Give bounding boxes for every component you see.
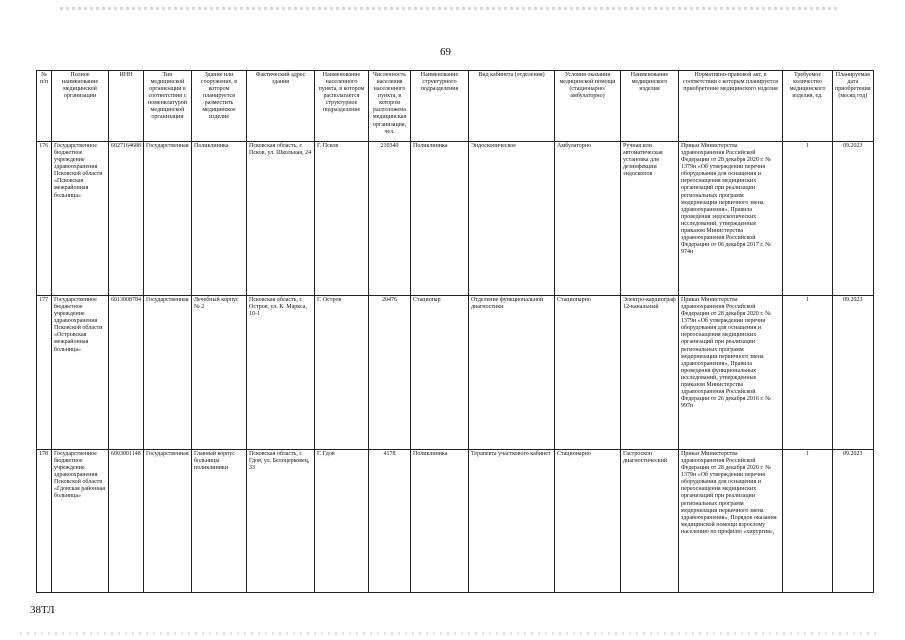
care-conditions: Стационарно — [555, 296, 621, 450]
header-cell: Полное наименование медицинской организации — [52, 71, 109, 142]
row-number: 177 — [37, 296, 52, 450]
legal-act: Приказ Министерства здравоохранения Российской Федерации от 28 декабря 2020 г. № 1379н «Об утверждении перечня оборудования для оснащения и переоснащения медицинских организаций при реализации региональных программ модернизации первичного звена здравоохранения», Правила проведения функциональных исследований, утвержденные приказом Министерства здравоохранения Российской Федерации от 26 декабря 2016 г. № 997н — [679, 296, 783, 450]
organization-name: Государственное бюджетное учреждение здравоохранения Псковской области «Островская межрайонная больница» — [52, 296, 109, 450]
header-cell: Тип медицинской организации в соответствии с номенклатурой медицинской организации — [144, 71, 192, 142]
scan-artifact-top — [60, 7, 840, 10]
device-name: Электро-кардиограф 12-канальный — [621, 296, 679, 450]
footer-code: 38ТЛ — [30, 604, 55, 616]
settlement: Г. Псков — [315, 142, 369, 296]
header-cell: Условия оказания медицинской помощи (стационарно/ амбулаторно) — [555, 71, 621, 142]
table-row — [37, 142, 874, 296]
planned-date: 09.2023 — [833, 142, 874, 296]
row-number: 176 — [37, 142, 52, 296]
population: 4178 — [369, 450, 411, 593]
quantity: 1 — [783, 296, 833, 450]
building: Лечебный корпус № 2 — [192, 296, 247, 450]
address: Псковская область, г. Гдов, ул. Белоцерковец, 33 — [247, 450, 315, 593]
cabinet-type: Терапевта участкового кабинет — [469, 450, 555, 593]
address: Псковская область, г. Остров, ул. К. Маркса, 10-1 — [247, 296, 315, 450]
header-cell: Фактический адрес здания — [247, 71, 315, 142]
address: Псковская область, г. Псков, ул. Школьная, 24 — [247, 142, 315, 296]
quantity: 1 — [783, 142, 833, 296]
inn: 6027164688 — [109, 142, 144, 296]
legal-act: Приказ Министерства здравоохранения Российской Федерации от 28 декабря 2020 г. № 1379н «Об утверждении перечня оборудования для оснащения и переоснащения медицинских организаций при реализации региональных программ модернизации первичного звена здравоохранения», Порядок оказания медицинской помощи взрослому населению по профилю «хирургия», — [679, 450, 783, 593]
header-cell: Вид кабинета (отделения) — [469, 71, 555, 142]
device-name: Ручная или автоматическая установка для дезинфекции эндоскопов — [621, 142, 679, 296]
subdivision: Поликлиника — [411, 142, 469, 296]
population: 210340 — [369, 142, 411, 296]
settlement: Г. Остров — [315, 296, 369, 450]
building: Поликлиника — [192, 142, 247, 296]
planned-date: 09.2023 — [833, 296, 874, 450]
quantity: 1 — [783, 450, 833, 593]
header-cell: Требуемое количество медицинского изделия, ед. — [783, 71, 833, 142]
header-cell: Нормативно-правовой акт, в соответствии с которым планируется приобретение медицинского изделия — [679, 71, 783, 142]
header-cell: Наименование медицинского изделия — [621, 71, 679, 142]
building: Главный корпус больницы поликлиники — [192, 450, 247, 593]
page-number: 69 — [440, 46, 451, 58]
equipment-table — [36, 70, 874, 593]
table-row — [37, 296, 874, 450]
inn: 6013008784 — [109, 296, 144, 450]
cabinet-type: Отделение функциональной диагностики — [469, 296, 555, 450]
organization-type: Государственная — [144, 450, 192, 593]
organization-type: Государственная — [144, 142, 192, 296]
header-cell: ИНН — [109, 71, 144, 142]
organization-name: Государственное бюджетное учреждение здравоохранения Псковской области «Псковская межрайонная больница» — [52, 142, 109, 296]
table-row — [37, 450, 874, 593]
header-cell: Здание или сооружение, в котором планируется разместить медицинское изделие — [192, 71, 247, 142]
subdivision: Поликлиника — [411, 450, 469, 593]
organization-name: Государственное бюджетное учреждение здравоохранения Псковской области «Гдовская районная больница» — [52, 450, 109, 593]
inn: 6003001148 — [109, 450, 144, 593]
header-cell: Численность населения населенного пункта, в котором расположена медицинская организация, чел. — [369, 71, 411, 142]
cabinet-type: Эндоскопическое — [469, 142, 555, 296]
population: 20476 — [369, 296, 411, 450]
care-conditions: Амбулаторно — [555, 142, 621, 296]
organization-type: Государственная — [144, 296, 192, 450]
care-conditions: Стационарно — [555, 450, 621, 593]
header-cell: № п/п — [37, 71, 52, 142]
settlement: Г. Гдов — [315, 450, 369, 593]
table-header-row — [37, 71, 874, 142]
subdivision: Стационар — [411, 296, 469, 450]
device-name: Гастроскоп диагностический — [621, 450, 679, 593]
header-cell: Наименование структурного подразделения — [411, 71, 469, 142]
row-number: 178 — [37, 450, 52, 593]
legal-act: Приказ Министерства здравоохранения Российской Федерации от 28 декабря 2020 г. № 1379н «Об утверждении перечня оборудования для оснащения и переоснащения медицинских организаций при реализации региональных программ модернизации первичного звена здравоохранения», Правила проведения эндоскопических исследований, утвержденные приказом Министерства здравоохранения Российской Федерации от 06 декабря 2017 г. № 974н — [679, 142, 783, 296]
planned-date: 09.2023 — [833, 450, 874, 593]
header-cell: Планируемая дата приобретения (месяц год) — [833, 71, 874, 142]
scan-artifact-bottom — [20, 632, 880, 635]
header-cell: Наименование населенного пункта, в котором располагается структурное подразделение — [315, 71, 369, 142]
